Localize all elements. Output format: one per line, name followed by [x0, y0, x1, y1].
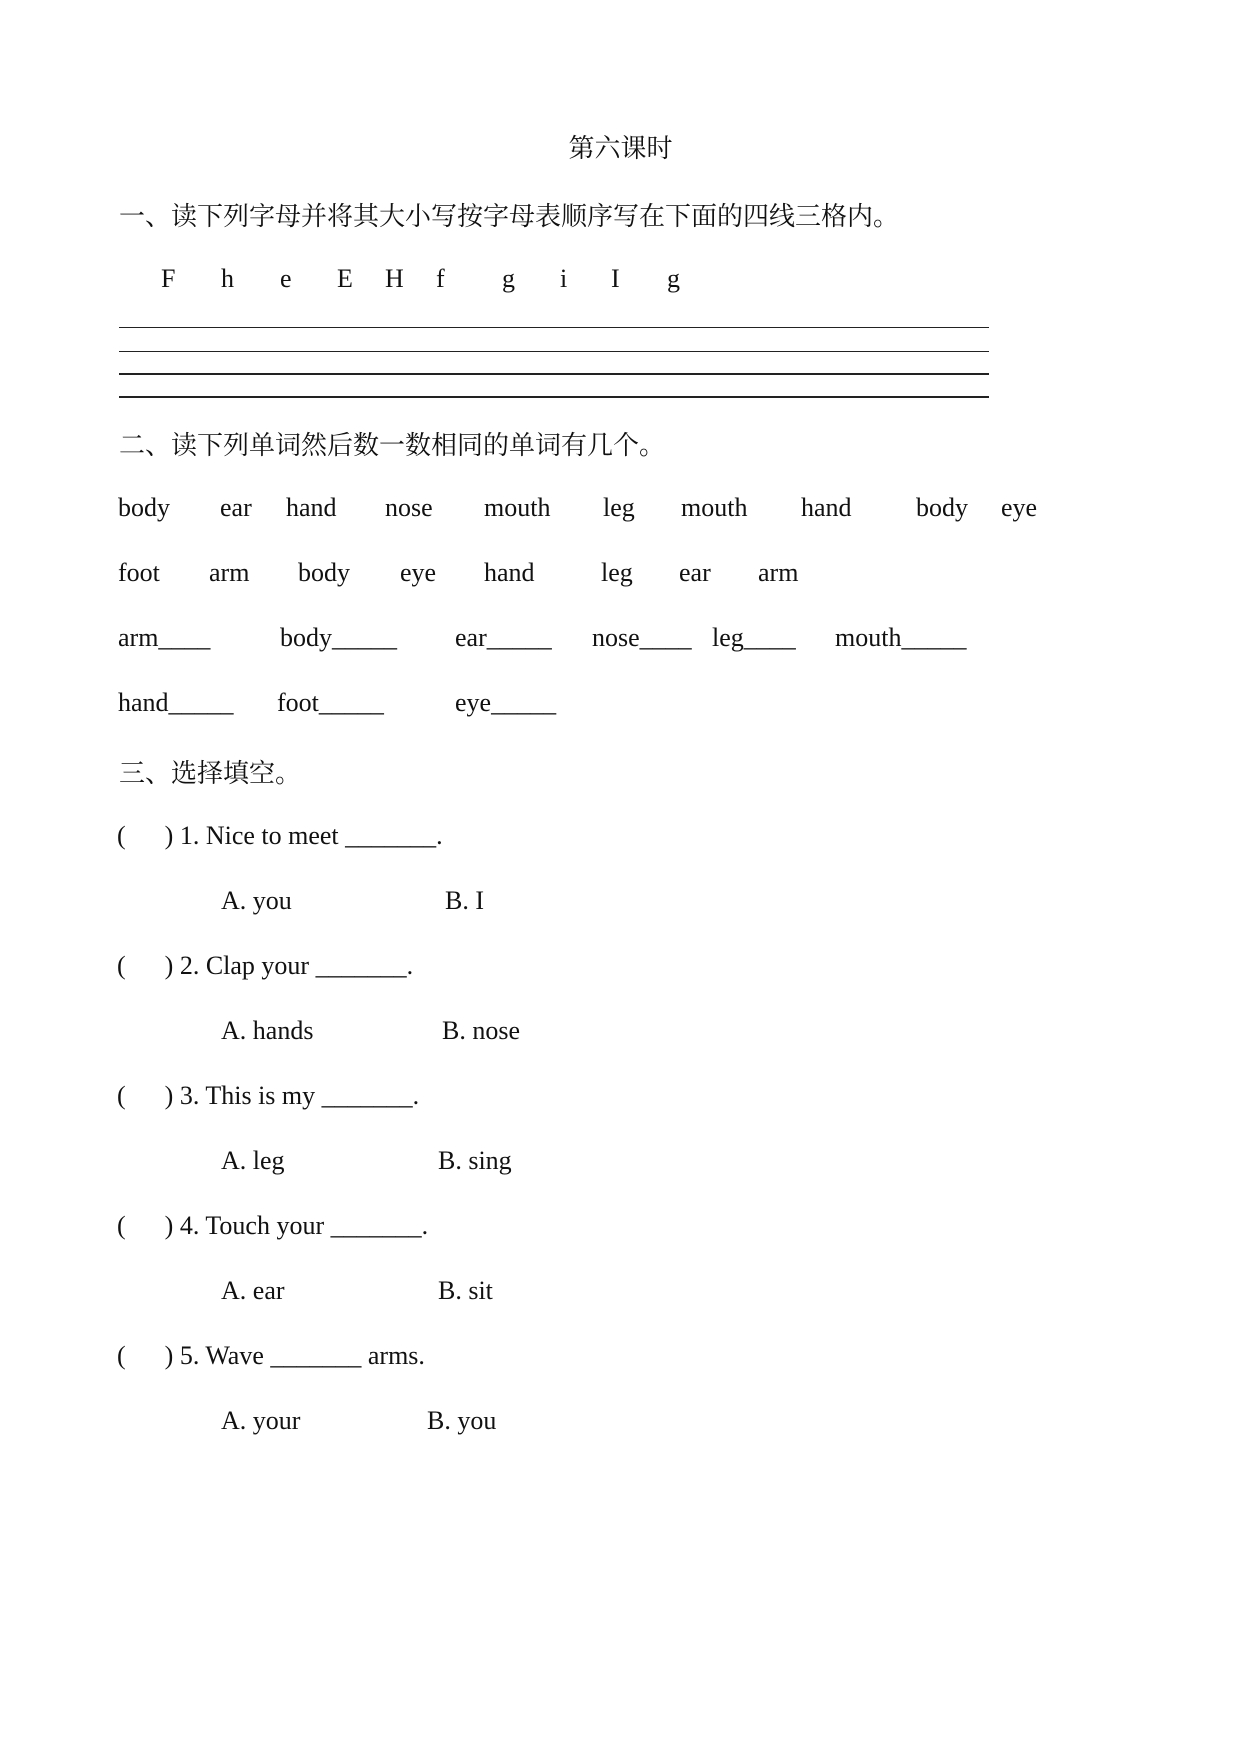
count-blank: mouth_____: [835, 623, 967, 652]
option-b: B. I: [445, 886, 484, 915]
question-2: ( ) 2. Clap your _______.: [117, 951, 414, 980]
option-b: B. sing: [438, 1146, 512, 1175]
word: ear: [220, 493, 252, 522]
word: nose: [385, 493, 433, 522]
word: leg: [601, 558, 633, 587]
letter: h: [221, 264, 234, 293]
word: leg: [603, 493, 635, 522]
count-blank: arm____: [118, 623, 211, 652]
question-5: ( ) 5. Wave _______ arms.: [117, 1341, 425, 1370]
word: mouth: [484, 493, 551, 522]
letter: F: [161, 264, 176, 293]
letter: E: [337, 264, 353, 293]
count-blank: hand_____: [118, 688, 234, 717]
letter: g: [502, 264, 515, 293]
word: eye: [1001, 493, 1038, 522]
section-2-heading: 二、读下列单词然后数一数相同的单词有几个。: [119, 431, 666, 460]
writing-line: [119, 373, 989, 375]
question-3: ( ) 3. This is my _______.: [117, 1081, 420, 1110]
count-blank: ear_____: [455, 623, 552, 652]
word: body: [298, 558, 350, 587]
writing-line: [119, 351, 989, 352]
option-a: A. leg: [221, 1146, 285, 1175]
option-a: A. you: [221, 886, 292, 915]
word: eye: [400, 558, 437, 587]
word: body: [916, 493, 968, 522]
option-a: A. your: [221, 1406, 301, 1435]
count-blank: eye_____: [455, 688, 557, 717]
word: mouth: [681, 493, 748, 522]
letter: f: [436, 264, 445, 293]
option-a: A. ear: [221, 1276, 285, 1305]
count-blank: body_____: [280, 623, 397, 652]
word: body: [118, 493, 170, 522]
letter: H: [385, 264, 404, 293]
word: arm: [209, 558, 250, 587]
option-b: B. you: [427, 1406, 497, 1435]
letter: g: [667, 264, 680, 293]
option-a: A. hands: [221, 1016, 314, 1045]
count-blank: leg____: [712, 623, 796, 652]
question-1: ( ) 1. Nice to meet _______.: [117, 821, 443, 850]
option-b: B. sit: [438, 1276, 493, 1305]
letter: e: [280, 264, 292, 293]
question-4: ( ) 4. Touch your _______.: [117, 1211, 429, 1240]
writing-line: [119, 327, 989, 328]
letter: I: [611, 264, 620, 293]
count-blank: nose____: [592, 623, 692, 652]
word: arm: [758, 558, 799, 587]
option-b: B. nose: [442, 1016, 520, 1045]
word: hand: [484, 558, 535, 587]
writing-line: [119, 396, 989, 398]
count-blank: foot_____: [277, 688, 384, 717]
word: foot: [118, 558, 160, 587]
section-1-heading: 一、读下列字母并将其大小写按字母表顺序写在下面的四线三格内。: [119, 202, 900, 231]
section-3-heading: 三、选择填空。: [119, 759, 302, 788]
word: ear: [679, 558, 711, 587]
page-title: 第六课时: [568, 134, 673, 163]
word: hand: [286, 493, 337, 522]
letter: i: [560, 264, 568, 293]
word: hand: [801, 493, 852, 522]
